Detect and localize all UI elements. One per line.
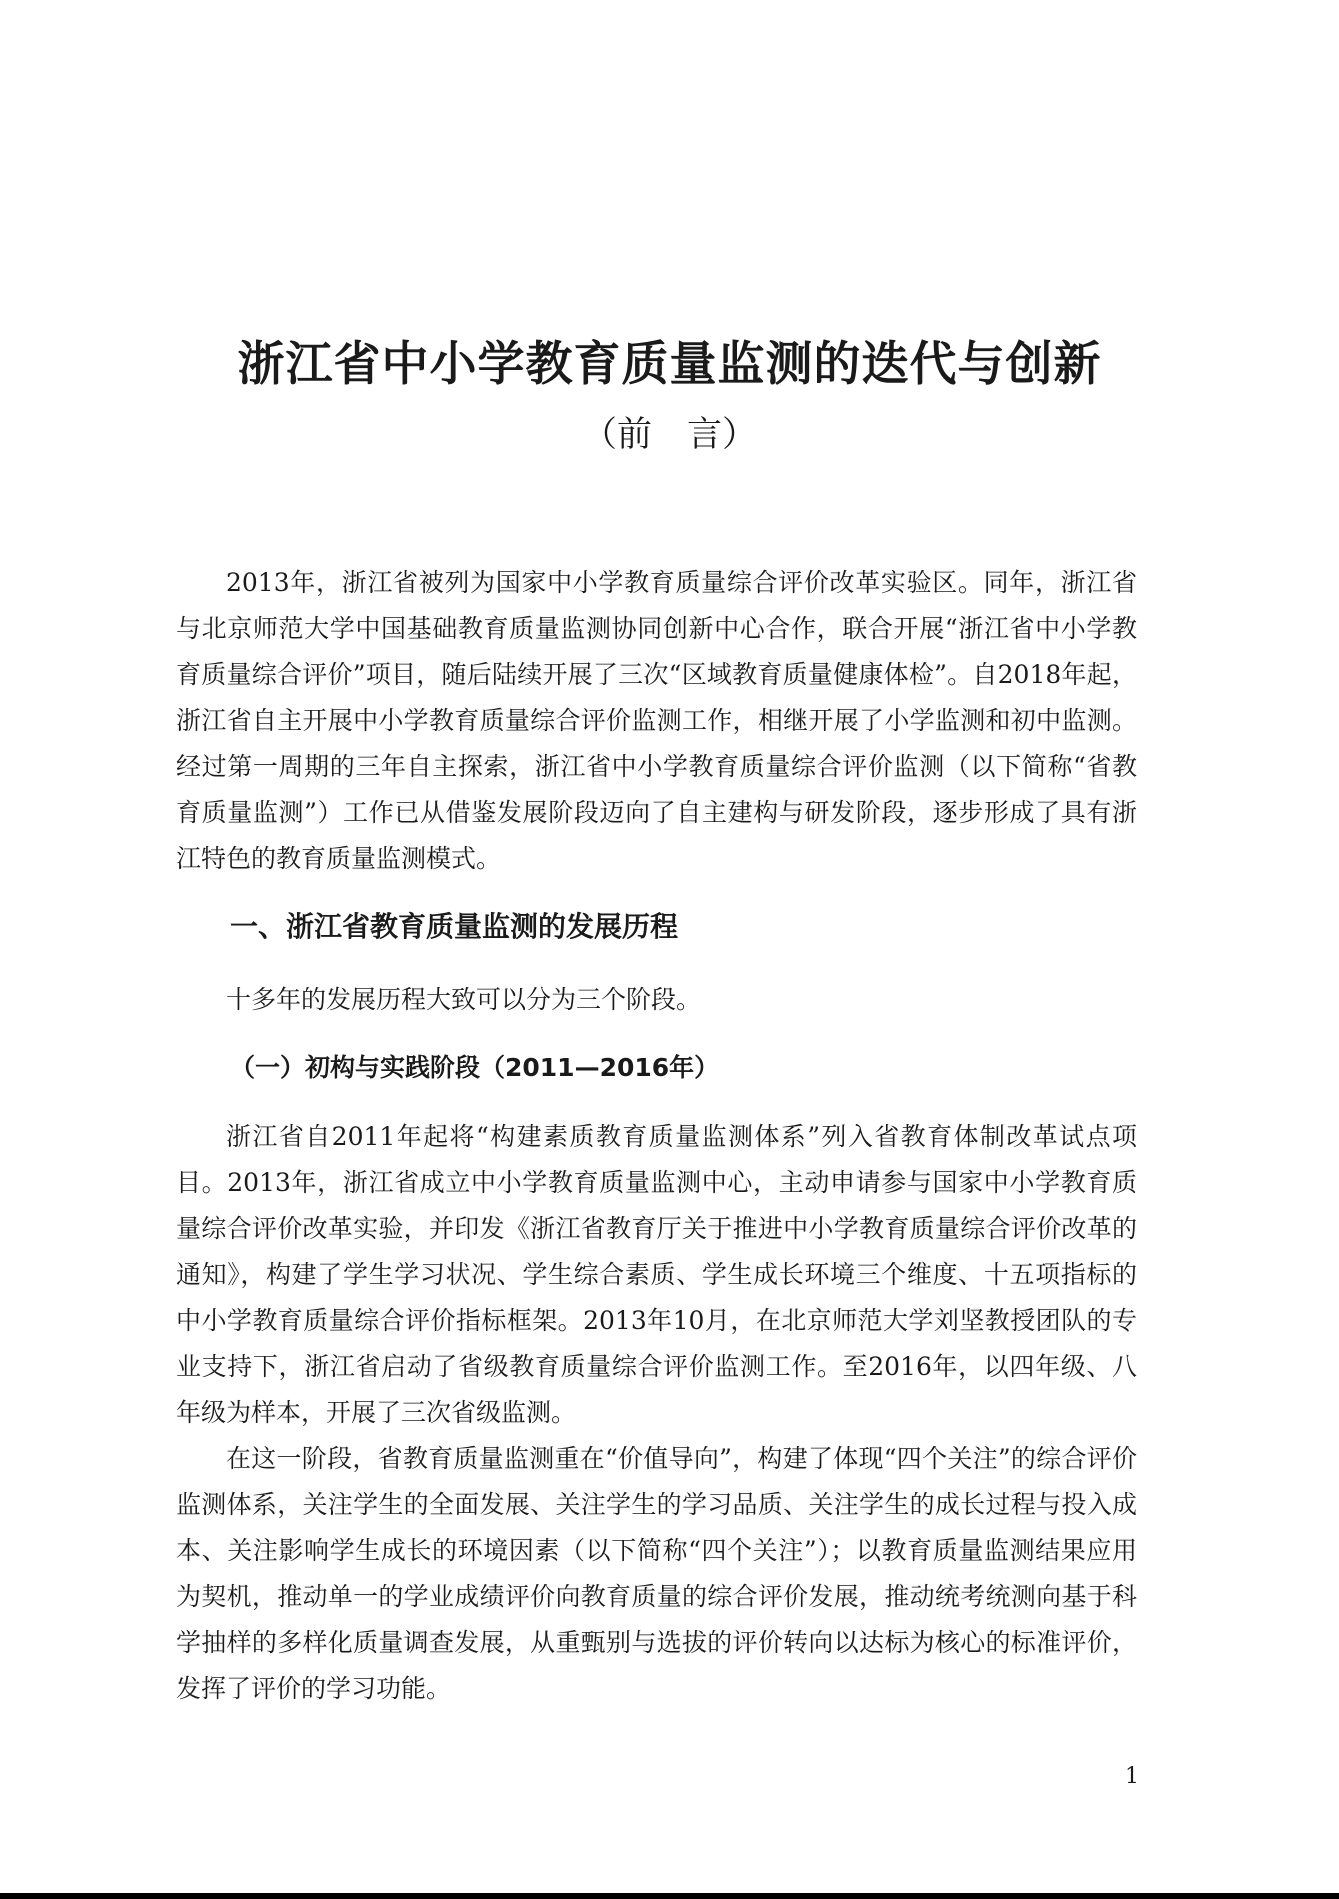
page-number: 1 — [1125, 1764, 1139, 1789]
section-intro-paragraph: 十多年的发展历程大致可以分为三个阶段。 — [226, 985, 702, 1014]
body-paragraph-1: 浙江省自2011年起将“构建素质教育质量监测体系”列入省教育体制改革试点项目。2013年，浙江省成立中小学教育质量监测中心，主动申请参与国家中小学教育质量综合评价改革实验，并印发《浙江省教育厅关于推进中小学教育质量综合评价改革的通知》，构建了学生学习状况、学生综合素质、学生成长环境三个维度、十五项指标的中小学教育质量综合评价指标框架。2013年10月，在北京师范大学刘坚教授团队的专业支持下，浙江省启动了省级教育质量综合评价监测工作。至2016年，以四年级、八年级为样本，开展了三次省级监测。 — [176, 1122, 1137, 1427]
page-bottom-rule — [0, 1893, 1339, 1899]
subsection-heading-1: （一）初构与实践阶段（2011—2016年） — [230, 1053, 720, 1082]
document-title: 浙江省中小学教育质量监测的迭代与创新 — [237, 337, 1102, 392]
body-paragraph-2: 在这一阶段，省教育质量监测重在“价值导向”，构建了体现“四个关注”的综合评价监测体系，关注学生的全面发展、关注学生的学习品质、关注学生的成长过程与投入成本、关注影响学生成长的环境因素（以下简称“四个关注”）；以教育质量监测结果应用为契机，推动单一的学业成绩评价向教育质量的综合评价发展，推动统考统测向基于科学抽样的多样化质量调查发展，从重甄别与选拔的评价转向以达标为核心的标准评价，发挥了评价的学习功能。 — [176, 1444, 1137, 1703]
section-heading-1: 一、浙江省教育质量监测的发展历程 — [230, 910, 679, 943]
document-subtitle: （前 言） — [581, 415, 757, 455]
intro-paragraph: 2013年，浙江省被列为国家中小学教育质量综合评价改革实验区。同年，浙江省与北京师范大学中国基础教育质量监测协同创新中心合作，联合开展“浙江省中小学教育质量综合评价”项目，随后陆续开展了三次“区域教育质量健康体检”。自2018年起，浙江省自主开展中小学教育质量综合评价监测工作，相继开展了小学监测和初中监测。经过第一周期的三年自主探索，浙江省中小学教育质量综合评价监测（以下简称“省教育质量监测”）工作已从借鉴发展阶段迈向了自主建构与研发阶段，逐步形成了具有浙江特色的教育质量监测模式。 — [176, 568, 1137, 873]
